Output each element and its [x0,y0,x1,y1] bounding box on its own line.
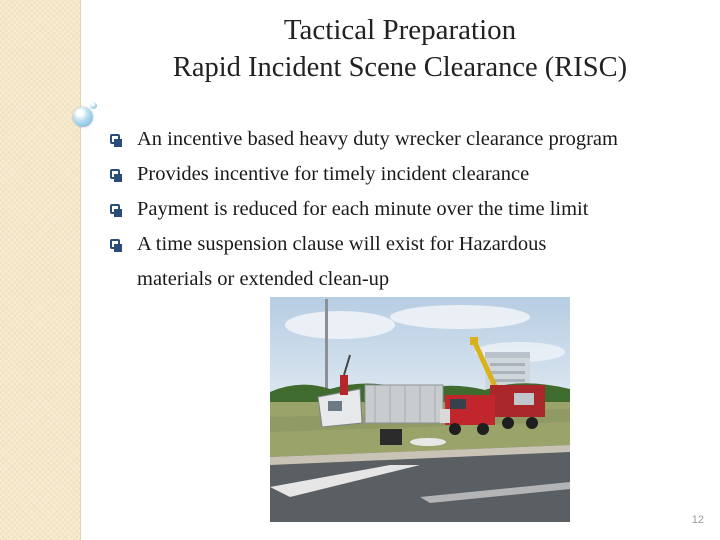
incident-scene-photo [270,297,570,522]
bullet-continuation [110,262,710,297]
bullet-item [110,122,710,157]
slide-title-line-1: Tactical Preparation [283,14,517,46]
bullet-item [110,227,710,262]
slide-title [100,12,700,86]
bullet-text: Payment is reduced for each minute over the time limit [137,198,589,220]
checkbox-bullet-icon [110,204,120,214]
checkbox-bullet-icon [110,134,120,144]
left-band-divider [80,0,81,540]
bullet-list [110,122,710,297]
page-number: 12 [691,514,704,526]
checkbox-bullet-icon [110,169,120,179]
bullet-text: Provides incentive for timely incident clearance [137,163,530,185]
bullet-text: An incentive based heavy duty wrecker clearance program [137,128,618,150]
bullet-item [110,157,710,192]
bullet-text: materials or extended clean-up [137,268,390,290]
decorative-orb-small-icon [90,102,97,109]
bullet-item [110,192,710,227]
checkbox-bullet-icon [110,239,120,249]
bullet-text: A time suspension clause will exist for Hazardous [137,233,547,255]
slide-title-line-2: Rapid Incident Scene Clearance (RISC) [172,52,628,83]
decorative-orb-large-icon [73,107,93,127]
left-decorative-band [0,0,80,540]
